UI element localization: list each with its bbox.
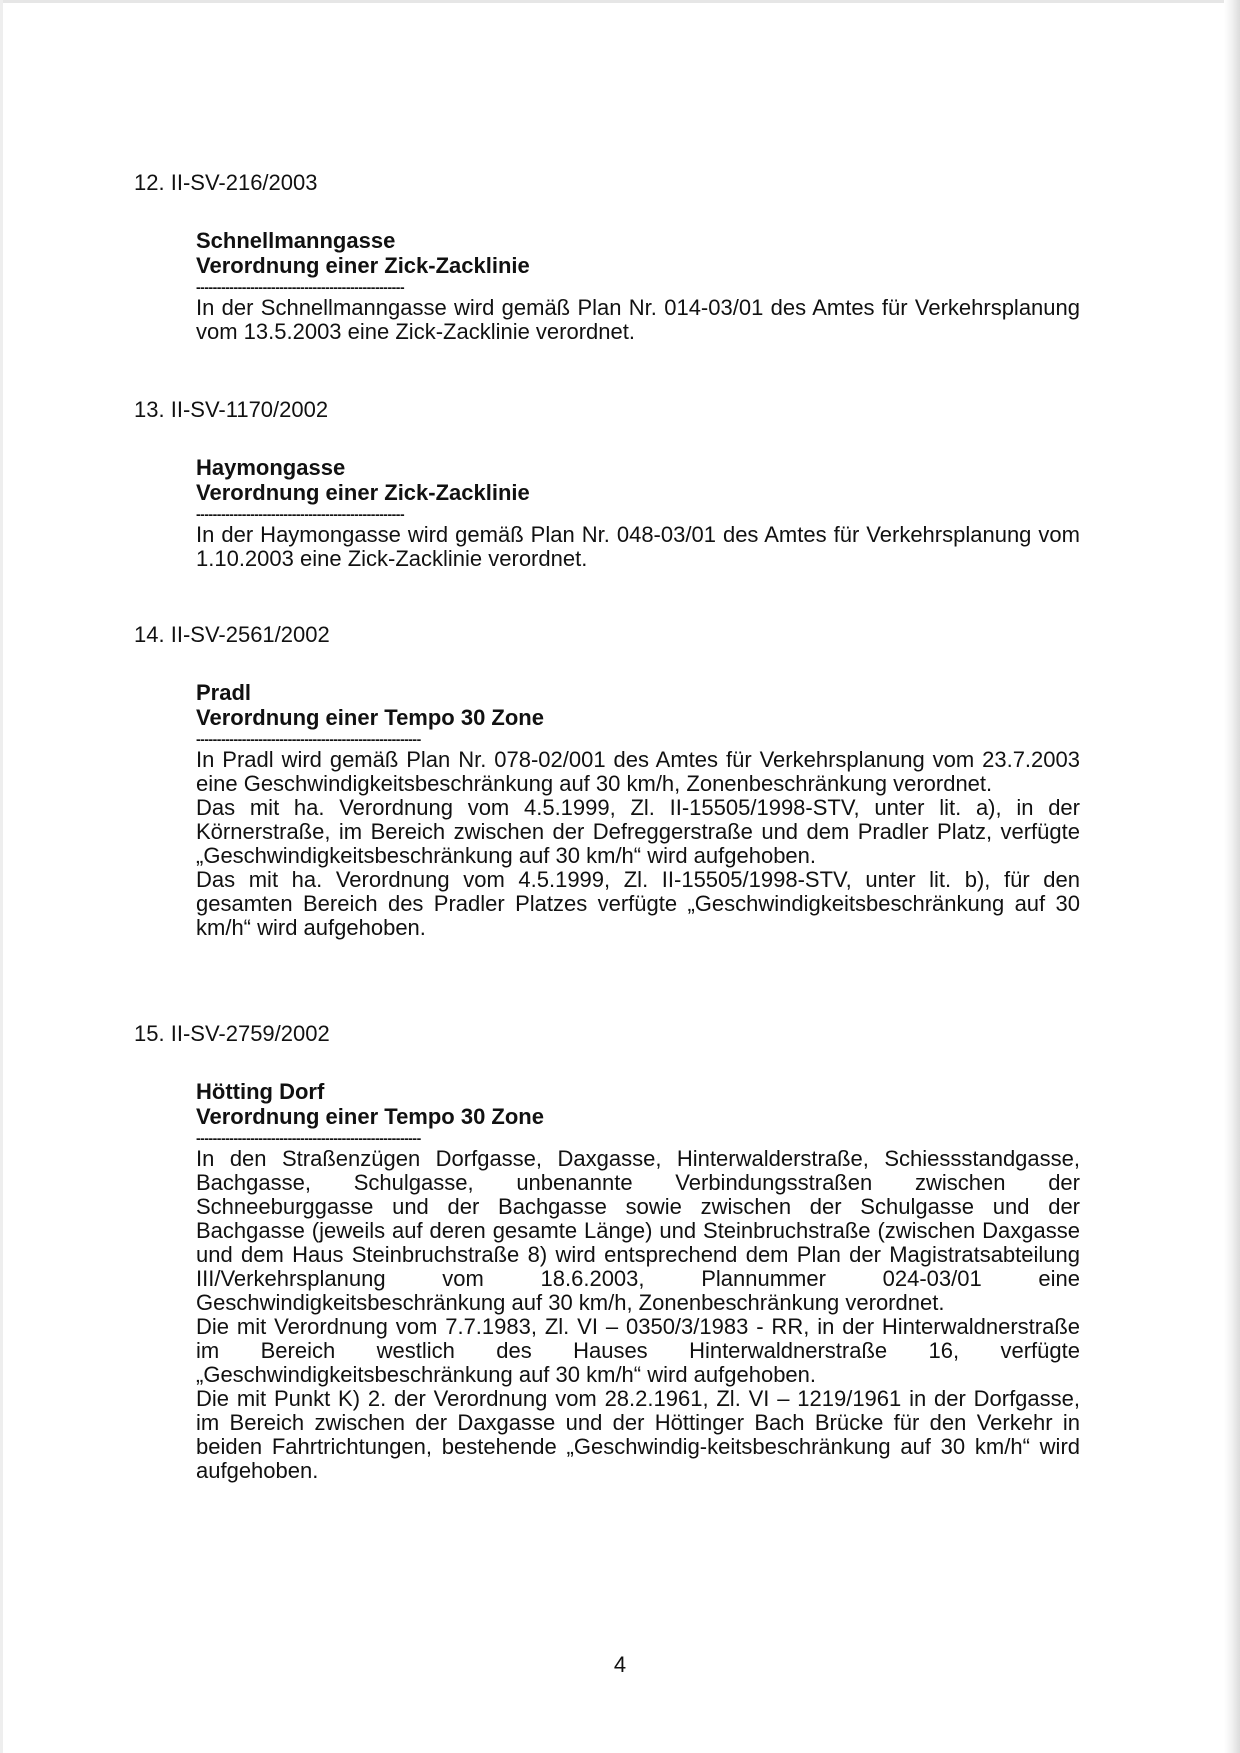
page-number: 4 xyxy=(613,1652,627,1677)
item-heading xyxy=(134,170,1084,196)
agenda-item-15 xyxy=(134,1021,1084,1483)
item-paragraph: Das mit ha. Verordnung vom 4.5.1999, Zl. II-15505/1998-STV, unter lit. a), in der Körnerstraße, im Bereich zwischen der Defreggerstraße und dem Pradler Platz, verfügte „Geschwindigkeitsbeschränkung auf 30 km/h“ wird aufgehoben. xyxy=(196,795,1080,868)
item-paragraph: In der Haymongasse wird gemäß Plan Nr. 048-03/01 des Amtes für Verkehrsplanung vom 1.10.2003 eine Zick-Zacklinie verordnet. xyxy=(196,522,1080,571)
item-body xyxy=(196,455,1080,571)
item-paragraph: In Pradl wird gemäß Plan Nr. 078-02/001 des Amtes für Verkehrsplanung vom 23.7.2003 eine Geschwindigkeitsbeschränkung auf 30 km/h, Zonenbeschränkung verordnet. xyxy=(196,747,1080,796)
item-number: 13. xyxy=(134,397,165,422)
item-subject: Verordnung einer Tempo 30 Zone xyxy=(196,705,544,730)
item-paragraph: In der Schnellmanngasse wird gemäß Plan Nr. 014-03/01 des Amtes für Verkehrsplanung vom 13.5.2003 eine Zick-Zacklinie verordnet. xyxy=(196,295,1080,344)
agenda-item-14 xyxy=(134,622,1084,940)
dash-separator: -------------------------------------------------- xyxy=(196,507,405,521)
item-number: 14. xyxy=(134,622,165,647)
item-place: Haymongasse xyxy=(196,455,346,480)
item-paragraph: In den Straßenzügen Dorfgasse, Daxgasse, Hinterwalderstraße, Schiessstandgasse, Bachgasse, Schulgasse, unbenannte Verbindungsstraßen zwischen der Schneeburggasse und der Bachgasse sowie zwischen der Schulgasse und der Bachgasse (jeweils auf deren gesamte Länge) und Steinbruchstraße (zwischen Daxgasse und dem Haus Steinbruchstraße 8) wird entsprechend dem Plan der Magistratsabteilung III/Verkehrsplanung vom 18.6.2003, Plannummer 024-03/01 eine Geschwindigkeitsbeschränkung auf 30 km/h, Zonenbeschränkung verordnet. xyxy=(196,1146,1080,1315)
item-code: II-SV-216/2003 xyxy=(170,170,318,195)
item-body xyxy=(196,228,1080,344)
item-heading xyxy=(134,622,1084,648)
item-place: Pradl xyxy=(196,680,252,705)
agenda-item-12 xyxy=(134,170,1084,344)
item-code: II-SV-2759/2002 xyxy=(170,1021,330,1046)
item-paragraph: Das mit ha. Verordnung vom 4.5.1999, Zl. II-15505/1998-STV, unter lit. b), für den gesamten Bereich des Pradler Platzes verfügte „Geschwindigkeitsbeschränkung auf 30 km/h“ wird aufgehoben. xyxy=(196,867,1080,940)
item-body xyxy=(196,680,1080,940)
item-subject: Verordnung einer Zick-Zacklinie xyxy=(196,480,530,505)
agenda-item-13 xyxy=(134,397,1084,571)
item-subject: Verordnung einer Tempo 30 Zone xyxy=(196,1104,544,1129)
item-subject: Verordnung einer Zick-Zacklinie xyxy=(196,253,530,278)
scan-edge-right xyxy=(1224,0,1240,1753)
item-place: Hötting Dorf xyxy=(196,1079,325,1104)
dash-separator: ------------------------------------------------------ xyxy=(196,732,421,746)
item-paragraph: Die mit Verordnung vom 7.7.1983, Zl. VI – 0350/3/1983 - RR, in der Hinterwaldnerstraße im Bereich westlich des Hauses Hinterwaldnerstraße 16, verfügte „Geschwindigkeitsbeschränkung auf 30 km/h“ wird aufgehoben. xyxy=(196,1314,1080,1387)
dash-separator: ------------------------------------------------------ xyxy=(196,1131,421,1145)
item-paragraph: Die mit Punkt K) 2. der Verordnung vom 28.2.1961, Zl. VI – 1219/1961 in der Dorfgasse, im Bereich zwischen der Daxgasse und der Höttinger Bach Brücke für den Verkehr in beiden Fahrtrichtungen, bestehende „Geschwindig-keitsbeschränkung auf 30 km/h“ wird aufgehoben. xyxy=(196,1386,1080,1483)
item-heading xyxy=(134,1021,1084,1047)
item-place: Schnellmanngasse xyxy=(196,228,396,253)
scan-edge-top xyxy=(0,0,1240,3)
dash-separator: -------------------------------------------------- xyxy=(196,280,405,294)
item-code: II-SV-1170/2002 xyxy=(170,397,329,422)
item-heading xyxy=(134,397,1084,423)
item-code: II-SV-2561/2002 xyxy=(170,622,330,647)
item-number: 12. xyxy=(134,170,165,195)
scan-edge-left xyxy=(0,0,3,1753)
item-body xyxy=(196,1079,1080,1483)
item-number: 15. xyxy=(134,1021,165,1046)
